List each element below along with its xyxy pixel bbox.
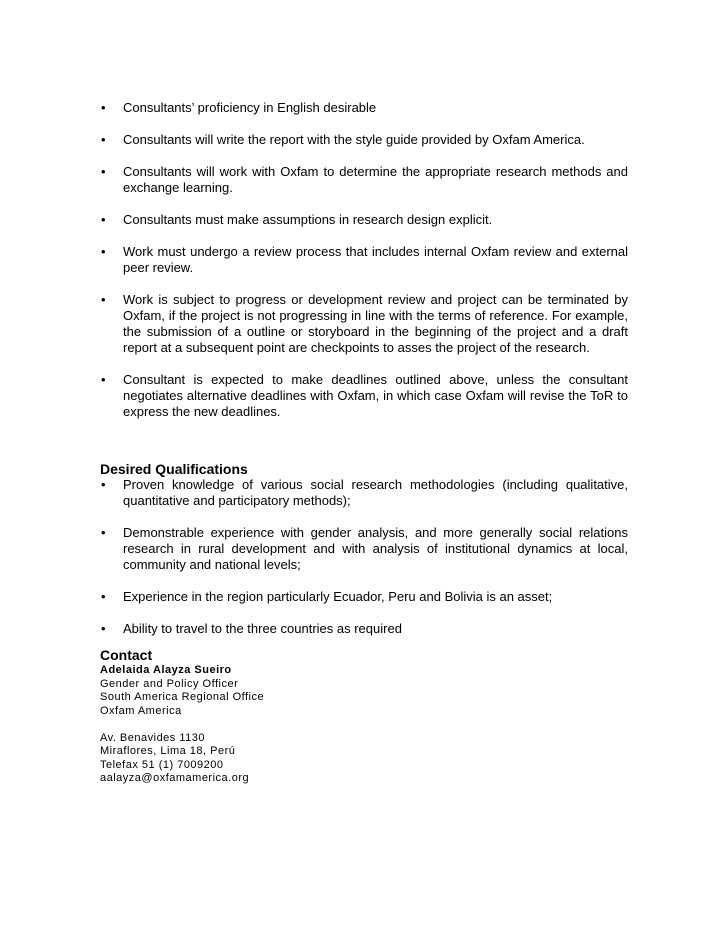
list-item — [100, 621, 628, 637]
list-item — [100, 100, 628, 116]
list-item-text: Work is subject to progress or development review and project can be terminated by Oxfam, if the project is not progressing in line with the terms of reference. For example, the submission of a outline or storyboard in the beginning of the project and a draft report at a subsequent point are checkpoints to asses the project of the research. — [123, 292, 628, 355]
list-item — [100, 525, 628, 573]
list-item-text: Demonstrable experience with gender analysis, and more generally social relations research in rural development and with analysis of institutional dynamics at local, community and national levels; — [123, 525, 628, 572]
list-item-text: Work must undergo a review process that includes internal Oxfam review and external peer review. — [123, 244, 628, 275]
contact-city: Miraflores, Lima 18, Perú — [100, 745, 236, 757]
list-item-text: Experience in the region particularly Ecuador, Peru and Bolivia is an asset; — [123, 589, 553, 604]
bullet-icon: • — [101, 372, 106, 387]
list-item — [100, 132, 628, 148]
list-item — [100, 372, 628, 420]
contact-email: aalayza@oxfamamerica.org — [100, 772, 250, 784]
list-item-text: Proven knowledge of various social research methodologies (including qualitative, quantitative and participatory methods); — [123, 477, 628, 508]
list-item-text: Consultants will write the report with the style guide provided by Oxfam America. — [123, 132, 585, 147]
bullet-icon: • — [101, 132, 106, 147]
list-item-text: Ability to travel to the three countries as required — [123, 621, 402, 636]
list-item-text: Consultants will work with Oxfam to determine the appropriate research methods and exchange learning. — [123, 164, 628, 195]
contact-name: Adelaida Alayza Sueiro — [100, 664, 232, 676]
bullet-icon: • — [101, 525, 106, 540]
list-item-text: Consultants’ proficiency in English desirable — [123, 100, 377, 115]
contact-block — [100, 664, 264, 786]
bullet-icon: • — [101, 589, 106, 604]
qualifications-list — [100, 477, 628, 653]
list-item — [100, 212, 628, 228]
list-item-text: Consultants must make assumptions in research design explicit. — [123, 212, 493, 227]
bullet-icon: • — [101, 164, 106, 179]
bullet-icon: • — [101, 477, 106, 492]
list-item — [100, 589, 628, 605]
list-item — [100, 244, 628, 276]
bullet-icon: • — [101, 100, 106, 115]
contact-spacer — [100, 718, 264, 732]
requirements-list — [100, 100, 628, 436]
contact-phone: Telefax 51 (1) 7009200 — [100, 758, 224, 771]
contact-office: South America Regional Office — [100, 691, 265, 703]
bullet-icon: • — [101, 621, 106, 636]
contact-organization: Oxfam America — [100, 704, 182, 717]
list-item — [100, 477, 628, 509]
bullet-icon: • — [101, 292, 106, 307]
bullet-icon: • — [101, 212, 106, 227]
bullet-icon: • — [101, 244, 106, 259]
contact-title: Gender and Policy Officer — [100, 677, 239, 690]
list-item-text: Consultant is expected to make deadlines outlined above, unless the consultant negotiates alternative deadlines with Oxfam, in which case Oxfam will revise the ToR to express the new deadlines. — [123, 372, 628, 419]
contact-street: Av. Benavides 1130 — [100, 731, 206, 744]
list-item — [100, 164, 628, 196]
qualifications-heading: Desired Qualifications — [100, 461, 248, 477]
contact-heading: Contact — [100, 647, 153, 663]
list-item — [100, 292, 628, 356]
